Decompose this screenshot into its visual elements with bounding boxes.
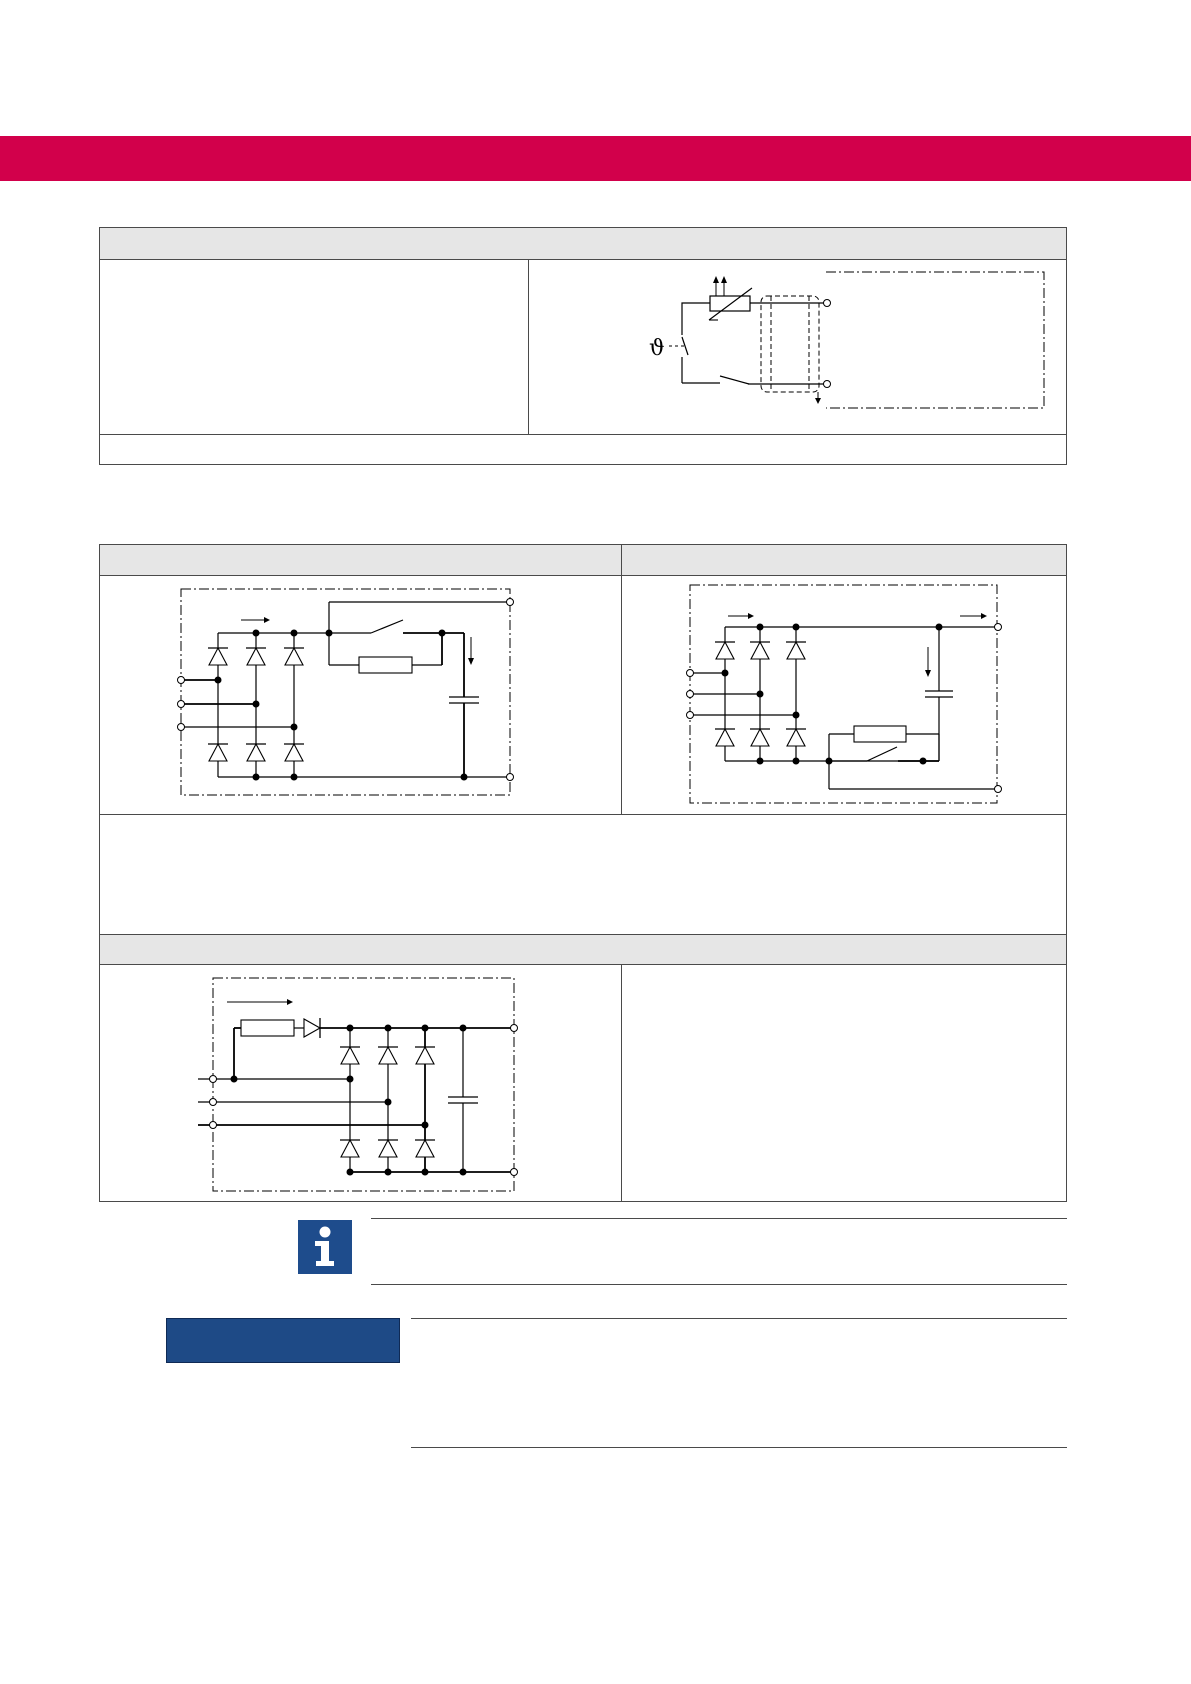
table-1-text-cell [100, 260, 528, 434]
thermal-switch-diagram [529, 260, 1066, 434]
info-glyph [298, 1220, 352, 1274]
block-rule-top [411, 1318, 1067, 1319]
table-2 [99, 544, 1067, 1202]
header-band [0, 136, 1191, 181]
table-1-header [100, 228, 1066, 260]
table-2-empty-text-cell [622, 966, 1066, 1201]
table-2-header-divider [621, 545, 622, 576]
note-rule-bottom [371, 1284, 1067, 1285]
table-2-header-right [622, 545, 1066, 576]
section-label-box [166, 1318, 400, 1363]
rectifier-diagram-a [100, 577, 621, 814]
rectifier-diagram-b [622, 577, 1066, 814]
note-rule-top [371, 1218, 1067, 1219]
table-1-footer-cell [100, 435, 1066, 464]
block-rule-bottom [411, 1447, 1067, 1448]
table-2-header-left [100, 545, 621, 576]
info-icon [298, 1220, 352, 1274]
rectifier-diagram-c [100, 966, 621, 1201]
temperature-symbol: ϑ [649, 336, 665, 361]
table-2-section-header [100, 935, 1066, 965]
table-1 [99, 227, 1067, 465]
table-2-text-row [100, 815, 1066, 934]
